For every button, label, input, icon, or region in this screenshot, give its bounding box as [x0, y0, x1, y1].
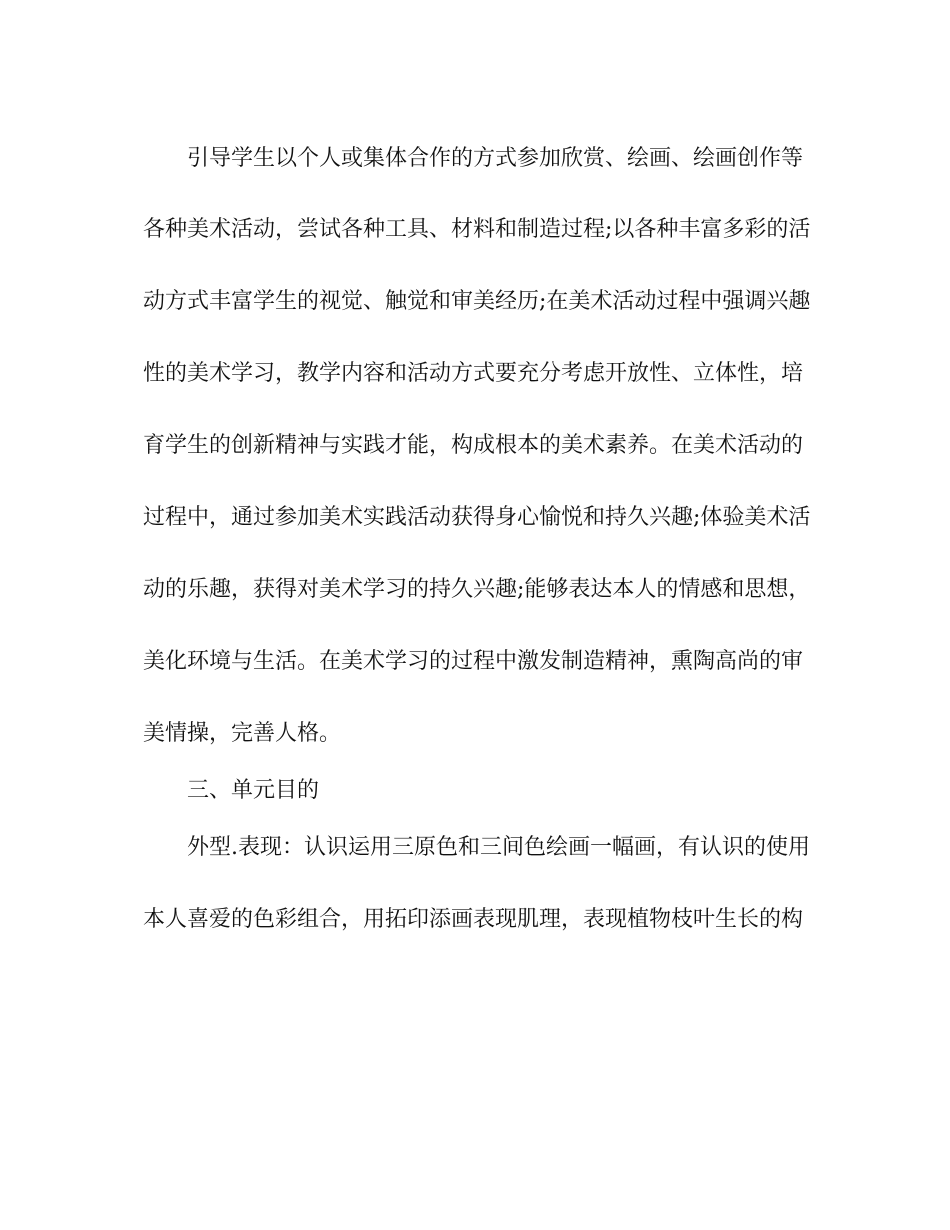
paragraph-line: 性的美术学习，教学内容和活动方式要充分考虑开放性、立体性，培 — [143, 361, 804, 386]
paragraph-line: 美化环境与生活。在美术学习的过程中激发制造精神，熏陶高尚的审 — [143, 649, 804, 674]
paragraph-line: 动的乐趣，获得对美术学习的持久兴趣;能够表达本人的情感和思想， — [143, 577, 811, 602]
paragraph-line: 育学生的创新精神与实践才能，构成根本的美术素养。在美术活动的 — [143, 433, 804, 458]
paragraph-line: 本人喜爱的色彩组合，用拓印添画表现肌理，表现植物枝叶生长的构 — [143, 907, 804, 932]
section-heading: 三、单元目的 — [187, 778, 320, 803]
paragraph-line: 美情操，完善人格。 — [143, 721, 342, 746]
paragraph-line: 过程中，通过参加美术实践活动获得身心愉悦和持久兴趣;体验美术活 — [143, 505, 811, 530]
paragraph-line: 各种美术活动，尝试各种工具、材料和制造过程;以各种丰富多彩的活 — [143, 217, 811, 242]
paragraph-line: 动方式丰富学生的视觉、触觉和审美经历;在美术活动过程中强调兴趣 — [143, 289, 811, 314]
paragraph-line: 引导学生以个人或集体合作的方式参加欣赏、绘画、绘画创作等 — [187, 146, 804, 171]
paragraph-line: 外型.表现：认识运用三原色和三间色绘画一幅画，有认识的使用 — [187, 835, 810, 860]
